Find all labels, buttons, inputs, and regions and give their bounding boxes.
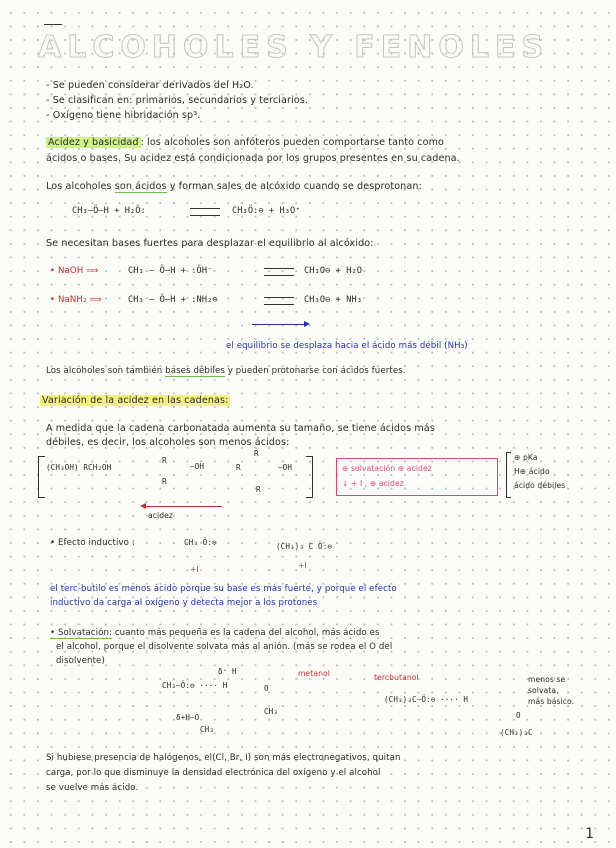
right-arrow	[252, 324, 308, 325]
eq3-label: • NaNH₂ ⟹	[50, 295, 102, 305]
intro-line-2: - Se clasifican en: primarios, secundarios y terciarios.	[46, 95, 309, 106]
final-line-2: carga, por lo que disminuye la densidad electrónica del oxígeno y el alcohol	[46, 768, 381, 778]
terc-molecule: (CH₃)₃C–Ö:⊖ ···· H	[384, 695, 469, 704]
solvatacion-line-1-text: cuanto más pequeña es la cadena del alcohol, más ácido es	[112, 628, 380, 638]
terc-note-1: menos se	[528, 675, 566, 684]
eq2-right: CH₃O⊖ + H₂O	[304, 266, 363, 276]
basic-mid: bases débiles	[165, 366, 225, 376]
right-note-3: ácido débiles	[514, 481, 566, 490]
ter-top-r: R	[254, 449, 259, 458]
page-title: ALCOHOLES Y FENOLES	[38, 30, 550, 65]
eq3-right: CH₃O⊖ + NH₃	[304, 295, 363, 305]
bases-text: Se necesitan bases fuertes para desplazar el equilibrio al alcóxido:	[46, 238, 374, 249]
variacion-line-1: A medida que la cadena carbonatada aumenta su tamaño, se tiene ácidos más	[46, 423, 435, 434]
sec-oh: —OH	[190, 462, 205, 471]
alc-pre: Los alcoholes	[46, 181, 112, 192]
corner-dash	[44, 24, 62, 25]
left-bracket	[38, 456, 45, 498]
page-number: 1	[585, 826, 594, 842]
basic-post: y pueden protonarse con ácidos fuertes.	[227, 366, 406, 376]
basicidad-line	[46, 365, 406, 377]
ter-oh: —OH	[278, 463, 293, 472]
sec-top-r: R	[162, 456, 167, 465]
terc-note-3: más básico.	[528, 697, 575, 706]
right-note-bracket	[506, 452, 511, 498]
variacion-heading: Variación de la acidez en las cadenas:	[42, 395, 229, 406]
eq1-left: CH₃–Ö–H + H₂Ö:	[72, 206, 146, 216]
sec-bot-r: R	[162, 477, 167, 486]
ter-side-r: R	[236, 463, 241, 472]
acidez-left-arrow	[142, 506, 222, 507]
terc-note-2: solvata,	[528, 686, 559, 695]
terc-ch3: (CH₃)₃C	[500, 728, 533, 737]
inductivo-ch3: CH₃ Ö:⊖	[184, 538, 217, 547]
solvatacion-line-2: el alcohol, porque el disolvente solvata más al anión. (más se rodea el O del	[56, 642, 393, 652]
alc-mid: son ácidos	[114, 181, 167, 192]
acidez-line-2: ácidos o bases. Su acidez está condicionada por los grupos presentes en su cadena.	[46, 153, 460, 164]
variacion-line-2: débiles, es decir, los alcoholes son menos ácidos:	[46, 437, 290, 448]
ter-bot-r: R	[256, 485, 261, 494]
metanol-ch3-b: CH₃	[264, 707, 279, 716]
equilibrium-arrow	[264, 297, 294, 305]
terc-o: O	[516, 711, 521, 720]
trend-box-line-1: ⊕ solvatación ⊕ acidez	[342, 464, 432, 473]
acidez-line-1-text: : los alcoholes son anfóteros pueden comportarse tanto como	[140, 137, 445, 148]
eq2-label: • NaOH ⟹	[50, 266, 99, 276]
eq3-left: CH₃ – Ö–H + :NH₂⊖	[128, 295, 218, 305]
final-line-1: Si hubiese presencia de halógenos, el(Cl, Br, I) son más electronegativos, quitan	[46, 753, 401, 763]
series-text: (CH₃OH) RCH₂OH	[46, 463, 112, 472]
intro-line-3: - Oxígeno tiene hibridación sp³.	[46, 110, 201, 121]
acidez-arrow-label: acidez	[148, 511, 174, 520]
metanol-top: δ⁺ H	[218, 667, 237, 676]
metanol-molecule: CH₃–Ö:⊖ ···· H	[162, 681, 228, 690]
right-bracket	[306, 456, 313, 498]
basic-pre: Los alcoholes son también	[46, 366, 163, 376]
eq1-right: CH₃Ö:⊖ + H₃O⁺	[232, 206, 301, 216]
solvatacion-heading: • Solvatación:	[50, 628, 113, 638]
inductivo-ch3-plus-i: +I	[190, 565, 199, 574]
alc-post: y forman sales de alcóxido cuando se desprotonan:	[169, 181, 422, 192]
acidez-line-1	[46, 137, 444, 149]
metanol-label: metanol	[298, 669, 330, 678]
eq2-left: CH₃ – Ö–H + :ÖH⁻	[128, 266, 213, 276]
metanol-hydroxyl: δ+H–O	[176, 713, 200, 722]
intro-line-1: - Se pueden considerar derivados del H₂O.	[46, 80, 254, 91]
final-line-3: se vuelve más ácido.	[46, 783, 139, 793]
trend-box-line-2: ↓ + I , ⊕ acidez	[342, 479, 404, 488]
right-note-2: H⊕ ácido	[514, 467, 550, 476]
terc-label: tercbutanol	[374, 673, 419, 682]
equilibrio-note: el equilibrio se desplaza hacia el ácido más débil (NH₃)	[226, 341, 468, 351]
inductivo-tert: (CH₃)₃ C Ö:⊖	[276, 542, 333, 551]
inductivo-tert-plus-i: +I	[298, 561, 307, 570]
solvatacion-line-1	[50, 627, 380, 639]
variacion-heading-line	[40, 395, 230, 407]
inductivo-heading: • Efecto inductivo :	[50, 538, 135, 548]
alcoholes-acidos-line	[46, 181, 422, 193]
solvatacion-line-3: disolvente)	[56, 656, 105, 666]
inductivo-explain-2: inductivo da carga al oxígeno y detecta mejor a los protones	[50, 598, 318, 608]
inductivo-explain-1: el terc-butilo es menos ácido porque su base es más fuerte, y porque el efecto	[50, 584, 397, 594]
right-note-1: ⊕ pKa	[514, 453, 538, 462]
metanol-o: O	[264, 684, 269, 693]
acidez-heading: Acidez y basicidad	[48, 137, 139, 148]
metanol-ch3-a: CH₃	[200, 725, 215, 734]
equilibrium-arrow	[264, 268, 294, 276]
equilibrium-arrow	[190, 208, 220, 216]
